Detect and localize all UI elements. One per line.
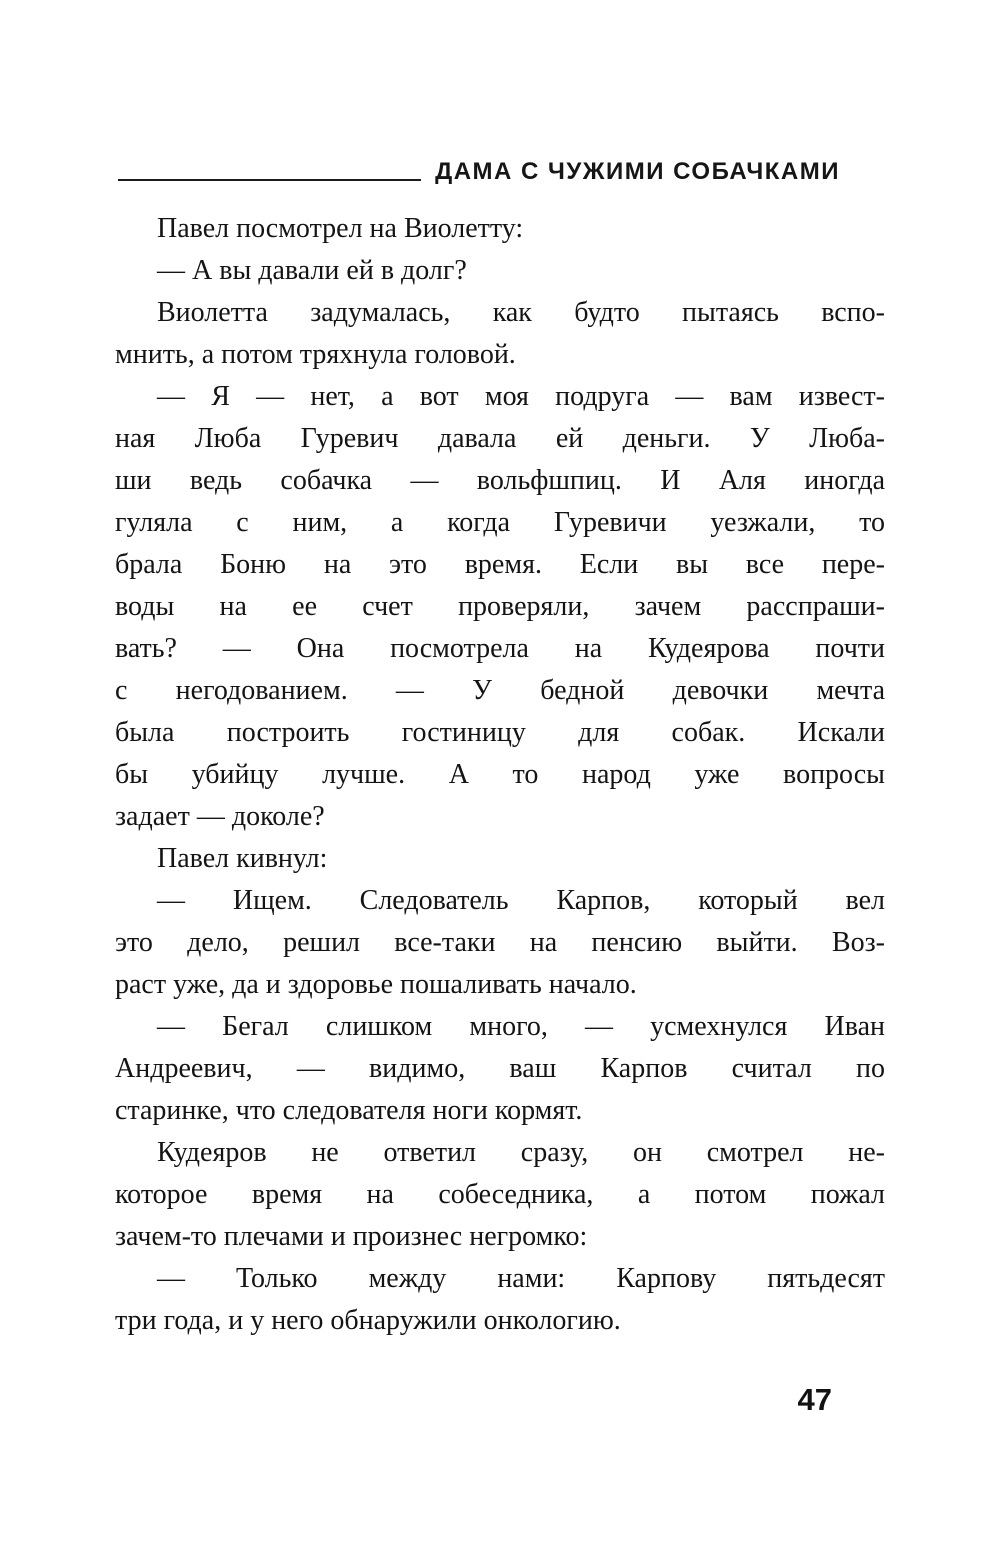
header-rule: [118, 179, 421, 181]
text-line: бы убийцу лучше. А то народ уже вопросы: [115, 759, 885, 790]
text-line: ная Люба Гуревич давала ей деньги. У Люба-: [115, 423, 885, 454]
text-line: это дело, решил все-таки на пенсию выйти. Воз-: [115, 927, 885, 958]
paragraph: [115, 1006, 885, 1132]
paragraph: [115, 880, 885, 1006]
text-line: — Бегал слишком много, — усмехнулся Иван: [157, 1011, 885, 1042]
paragraph: [115, 208, 885, 250]
text-line: — Только между нами: Карпову пятьдесят: [157, 1263, 885, 1294]
paragraph: [115, 1258, 885, 1342]
text-line: Кудеяров не ответил сразу, он смотрел не-: [157, 1137, 885, 1168]
text-line: была построить гостиницу для собак. Искали: [115, 717, 885, 748]
text-line: Виолетта задумалась, как будто пытаясь вспо-: [157, 297, 885, 328]
text-line: воды на ее счет проверяли, зачем расспраши-: [115, 591, 885, 622]
text-line: старинке, что следователя ноги кормят.: [115, 1095, 583, 1126]
text-line: с негодованием. — У бедной девочки мечта: [115, 675, 885, 706]
page-text: [115, 208, 885, 1342]
paragraph: [115, 250, 885, 292]
text-line: три года, и у него обнаружили онкологию.: [115, 1305, 621, 1336]
book-title: ДАМА С ЧУЖИМИ СОБАЧКАМИ: [435, 158, 840, 185]
paragraph: [115, 376, 885, 838]
text-line: вать? — Она посмотрела на Кудеярова почти: [115, 633, 885, 664]
text-line: Андреевич, — видимо, ваш Карпов считал по: [115, 1053, 885, 1084]
text-line: гуляла с ним, а когда Гуревичи уезжали, то: [115, 507, 885, 538]
paragraph: [115, 1132, 885, 1258]
running-header: [118, 158, 840, 186]
text-line: брала Боню на это время. Если вы все пере-: [115, 549, 885, 580]
text-line: — А вы давали ей в долг?: [157, 255, 467, 286]
text-line: которое время на собеседника, а потом пожал: [115, 1179, 885, 1210]
text-line: мнить, а потом тряхнула головой.: [115, 339, 516, 370]
text-line: — Я — нет, а вот моя подруга — вам извест-: [157, 381, 885, 412]
text-line: Павел кивнул:: [157, 843, 328, 874]
text-line: ши ведь собачка — вольфшпиц. И Аля иногда: [115, 465, 885, 496]
text-line: задает — доколе?: [115, 801, 325, 832]
paragraph: [115, 838, 885, 880]
text-line: Павел посмотрел на Виолетту:: [157, 213, 524, 244]
page-number: 47: [797, 1382, 832, 1417]
paragraph: [115, 292, 885, 376]
text-line: зачем-то плечами и произнес негромко:: [115, 1221, 588, 1252]
text-line: — Ищем. Следователь Карпов, который вел: [157, 885, 885, 916]
text-line: раст уже, да и здоровье пошаливать начало.: [115, 969, 637, 1000]
